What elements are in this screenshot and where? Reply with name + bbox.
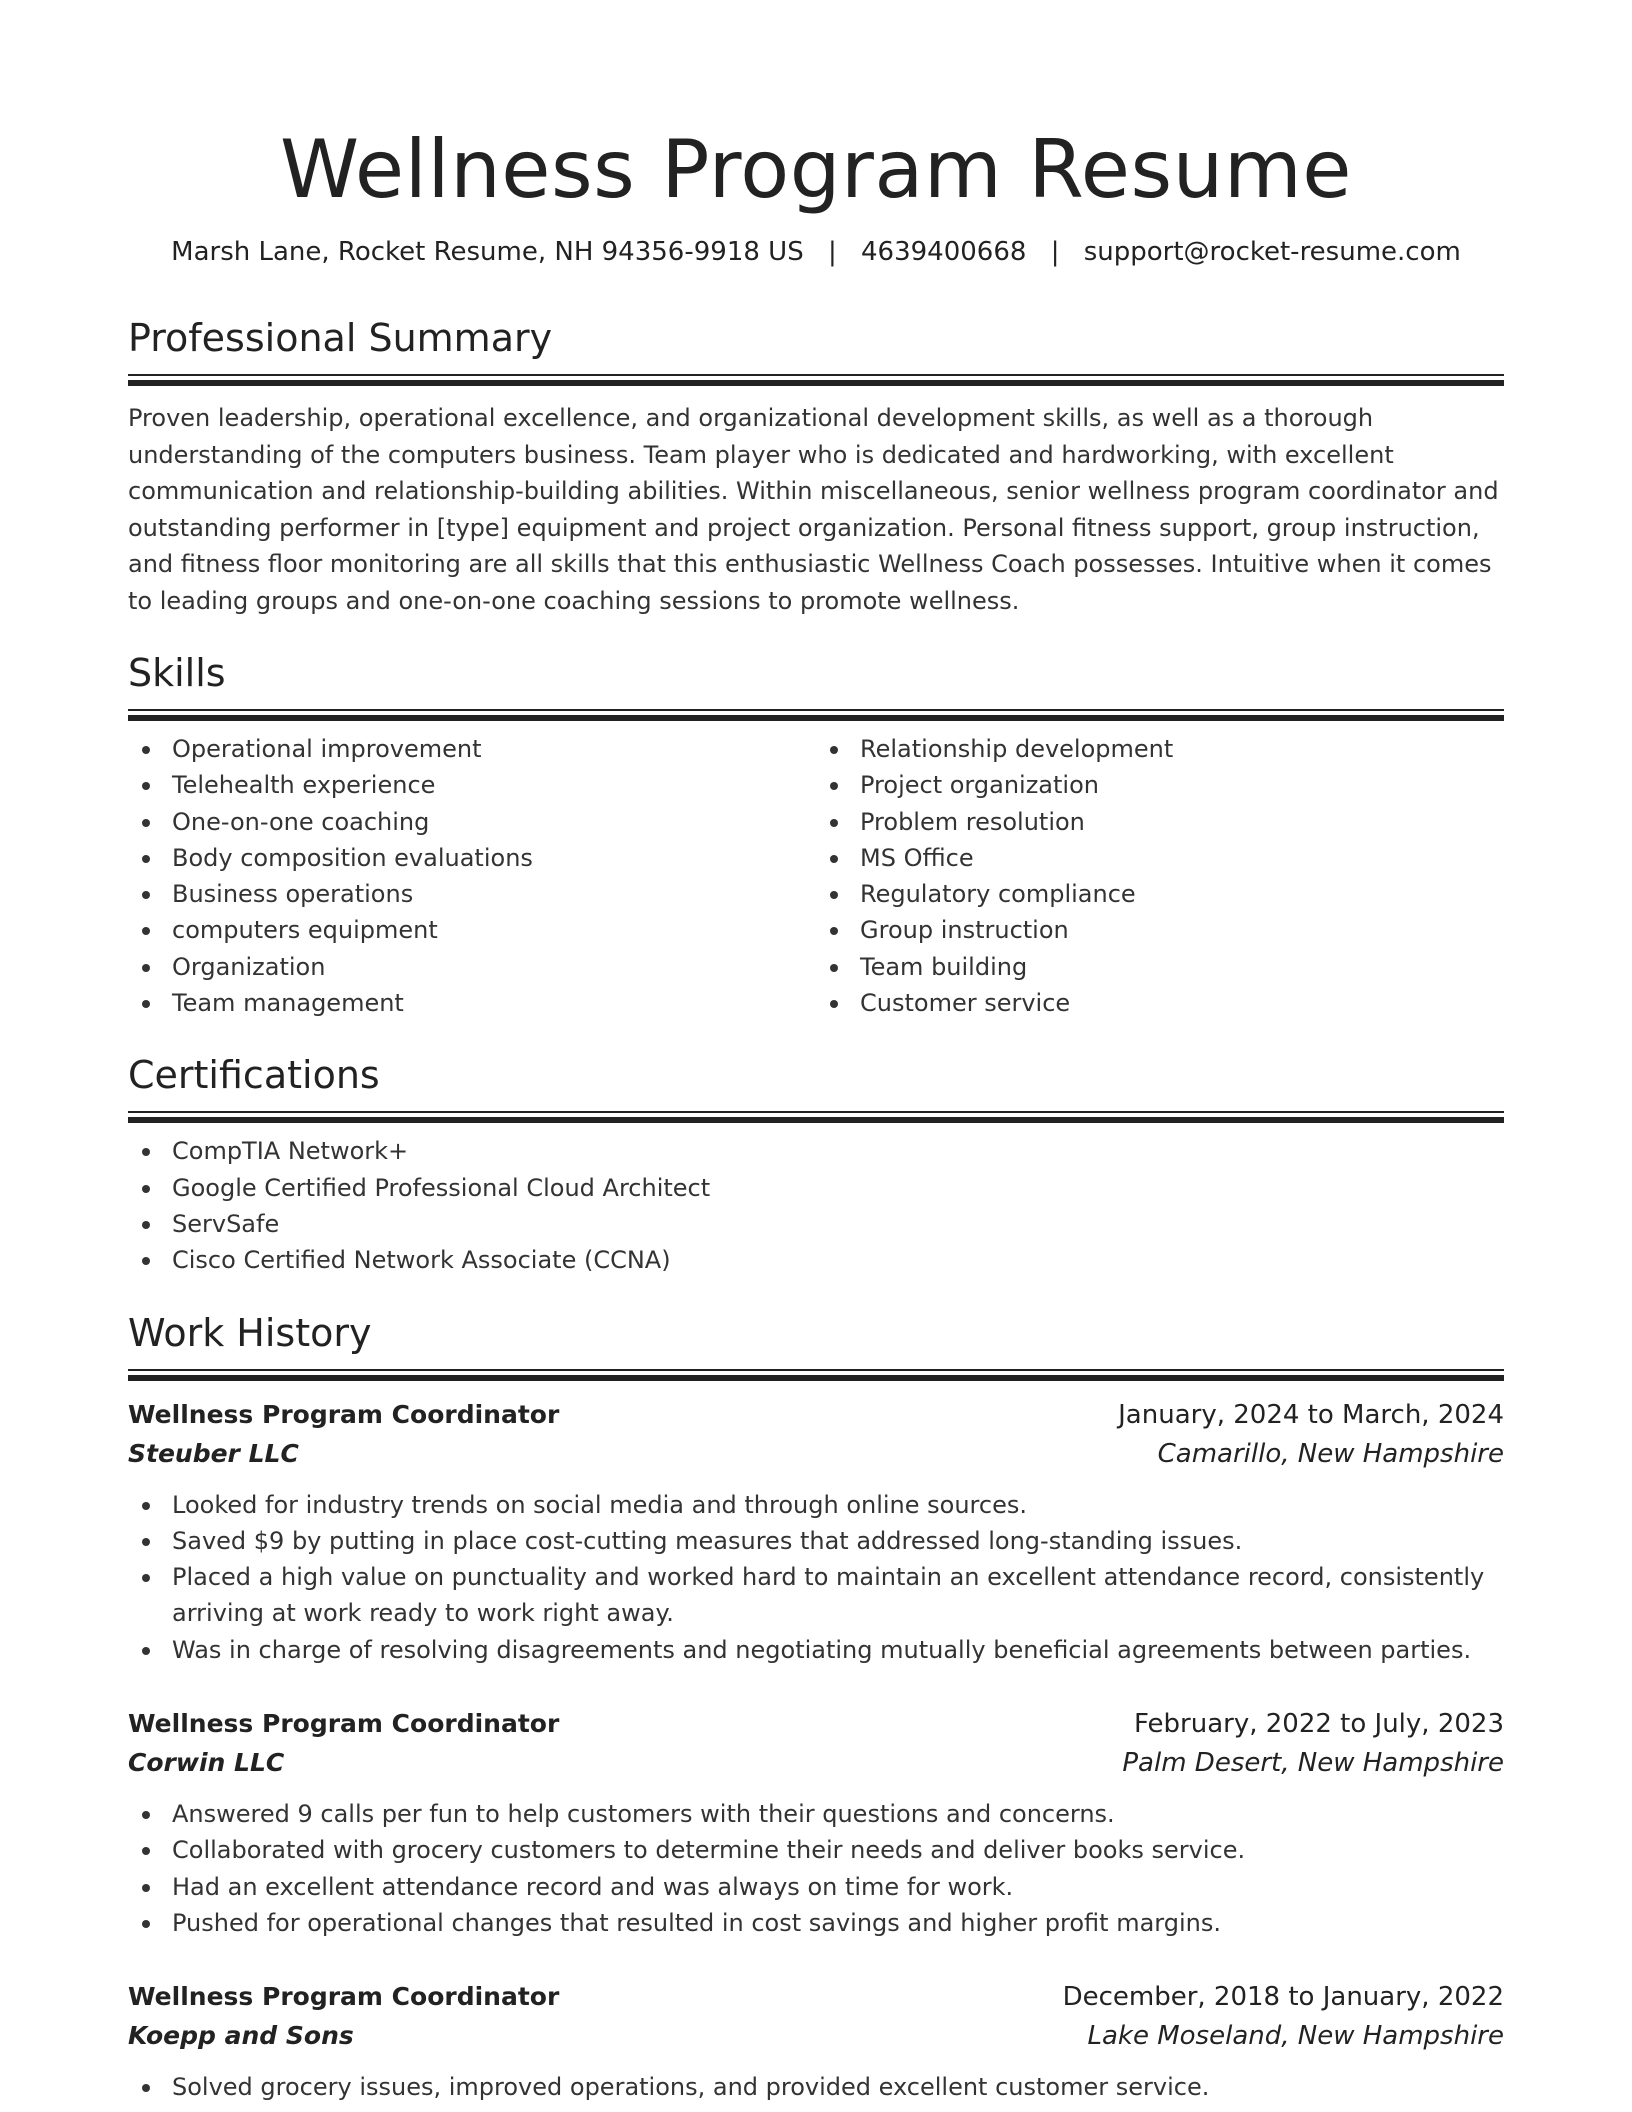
contact-separator: | bbox=[1050, 237, 1060, 267]
job-company-row bbox=[128, 1744, 1504, 1782]
skill-item: Team management bbox=[128, 985, 816, 1021]
job-company: Steuber LLC bbox=[128, 1438, 299, 1468]
job-bullet: Saved $9 by putting in place cost-cutting measures that addressed long-standing issues. bbox=[128, 1523, 1504, 1559]
skill-item: computers equipment bbox=[128, 912, 816, 948]
skill-item: Project organization bbox=[816, 767, 1504, 803]
section-divider bbox=[128, 374, 1504, 386]
job-title: Wellness Program Coordinator bbox=[128, 1709, 560, 1739]
job-location: Camarillo, New Hampshire bbox=[1157, 1438, 1504, 1469]
job-bullet: Looked for industry trends on social media and through online sources. bbox=[128, 1487, 1504, 1523]
skill-item: Operational improvement bbox=[128, 731, 816, 767]
job-dates: February, 2022 to July, 2023 bbox=[1134, 1709, 1504, 1740]
summary-text: Proven leadership, operational excellence, and organizational development skills, as well as a thorough understanding of the computers business. Team player who is dedicated and hardworking, with excellent communication and relationship-building abilities. Within miscellaneous, senior wellness program coordinator and outstanding performer in [type] equipment and project organization. Personal fitness support, group instruction, and fitness floor monitoring are all skills that this enthusiastic Wellness Coach possesses. Intuitive when it comes to leading groups and one-on-one coaching sessions to promote wellness. bbox=[128, 404, 1499, 615]
contact-address: Marsh Lane, Rocket Resume, NH 94356-9918 US bbox=[171, 237, 804, 267]
certification-item: ServSafe bbox=[128, 1206, 1504, 1242]
skills-list-left bbox=[128, 731, 816, 1021]
work-history-section bbox=[128, 1309, 1504, 2106]
job-bullets bbox=[128, 1487, 1504, 1668]
job-header-row bbox=[128, 1395, 1504, 1435]
certifications-section bbox=[128, 1051, 1504, 1278]
contact-email: support@rocket-resume.com bbox=[1083, 237, 1461, 267]
skill-item: Body composition evaluations bbox=[128, 840, 816, 876]
section-title-summary: Professional Summary bbox=[128, 316, 553, 360]
job-title: Wellness Program Coordinator bbox=[128, 1399, 560, 1429]
certification-item: CompTIA Network+ bbox=[128, 1133, 1504, 1169]
contact-separator: | bbox=[827, 237, 837, 267]
job-title: Wellness Program Coordinator bbox=[128, 1982, 560, 2012]
skill-item: Customer service bbox=[816, 985, 1504, 1021]
job-bullet: Was in charge of resolving disagreements and negotiating mutually beneficial agreements between parties. bbox=[128, 1632, 1504, 1668]
certifications-list bbox=[128, 1133, 1504, 1278]
job-bullet: Answered 9 calls per fun to help customers with their questions and concerns. bbox=[128, 1796, 1504, 1832]
job-bullets bbox=[128, 2069, 1504, 2105]
skill-item: Problem resolution bbox=[816, 804, 1504, 840]
section-title-work-history: Work History bbox=[128, 1310, 372, 1355]
skill-item: Regulatory compliance bbox=[816, 876, 1504, 912]
section-divider bbox=[128, 709, 1504, 721]
skills-section bbox=[128, 649, 1504, 1021]
job-company: Koepp and Sons bbox=[128, 2021, 354, 2051]
job-location: Lake Moseland, New Hampshire bbox=[1087, 2021, 1504, 2052]
skill-item: Relationship development bbox=[816, 731, 1504, 767]
skills-list-right bbox=[816, 731, 1504, 1021]
skill-item: Team building bbox=[816, 949, 1504, 985]
skill-item: Telehealth experience bbox=[128, 767, 816, 803]
job-dates: December, 2018 to January, 2022 bbox=[1062, 1982, 1504, 2013]
section-title-certifications: Certifications bbox=[128, 1053, 380, 1098]
contact-line bbox=[128, 234, 1504, 270]
skill-item: MS Office bbox=[816, 840, 1504, 876]
job-dates: January, 2024 to March, 2024 bbox=[1118, 1399, 1504, 1430]
job-company-row bbox=[128, 2017, 1504, 2055]
resume-page bbox=[128, 0, 1504, 2106]
skills-columns bbox=[128, 721, 1504, 1021]
skill-item: Business operations bbox=[128, 876, 816, 912]
job-bullet: Solved grocery issues, improved operations, and provided excellent customer service. bbox=[128, 2069, 1504, 2105]
resume-title: Wellness Program Resume bbox=[279, 123, 1352, 216]
job-header-row bbox=[128, 1977, 1504, 2017]
skill-item: Group instruction bbox=[816, 912, 1504, 948]
job-entry bbox=[128, 1977, 1504, 2105]
skill-item: Organization bbox=[128, 949, 816, 985]
job-location: Palm Desert, New Hampshire bbox=[1122, 1748, 1504, 1779]
job-entry bbox=[128, 1395, 1504, 1668]
summary-section bbox=[128, 314, 1504, 619]
skill-item: One-on-one coaching bbox=[128, 804, 816, 840]
certification-item: Cisco Certified Network Associate (CCNA) bbox=[128, 1242, 1504, 1278]
job-bullet: Had an excellent attendance record and was always on time for work. bbox=[128, 1869, 1504, 1905]
job-company: Corwin LLC bbox=[128, 1748, 285, 1778]
section-divider bbox=[128, 1369, 1504, 1381]
certification-item: Google Certified Professional Cloud Architect bbox=[128, 1170, 1504, 1206]
job-bullets bbox=[128, 1796, 1504, 1941]
section-title-skills: Skills bbox=[128, 651, 226, 695]
job-bullet: Placed a high value on punctuality and worked hard to maintain an excellent attendance record, consistently arriving at work ready to work right away. bbox=[128, 1559, 1504, 1632]
job-header-row bbox=[128, 1704, 1504, 1744]
contact-phone: 4639400668 bbox=[861, 237, 1027, 267]
job-company-row bbox=[128, 1435, 1504, 1473]
job-bullet: Pushed for operational changes that resulted in cost savings and higher profit margins. bbox=[128, 1905, 1504, 1941]
section-divider bbox=[128, 1111, 1504, 1123]
job-bullet: Collaborated with grocery customers to determine their needs and deliver books service. bbox=[128, 1832, 1504, 1868]
job-entry bbox=[128, 1704, 1504, 1941]
